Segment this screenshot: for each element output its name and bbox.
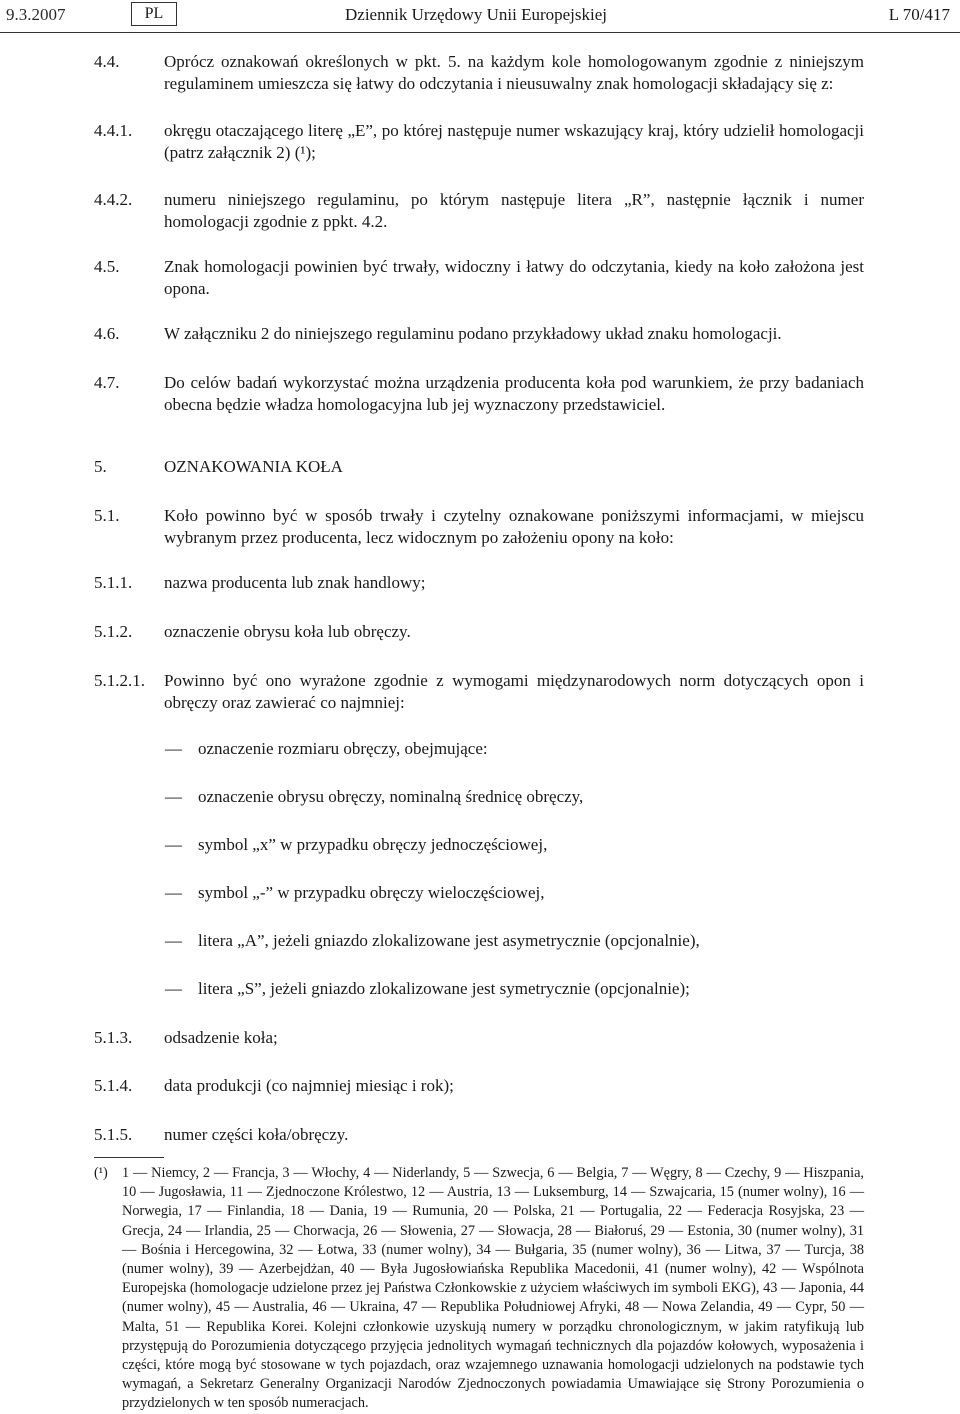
paragraph-text: W załączniku 2 do niniejszego regulaminu podano przykładowy układ znaku homologacji. [164,324,782,343]
paragraph-number: 4.4.2. [94,190,133,209]
section-number: 5. [94,457,107,476]
paragraph-number: 5.1.2.1. [94,671,145,690]
paragraph-text: Oprócz oznakowań określonych w pkt. 5. na każdym kole homologowanym zgodnie z niniejszym regulaminem umieszcza się łatwy do odczytania i nieusuwalny znak homologacji składający się z: [164,52,864,93]
paragraph-number: 4.4. [94,52,120,71]
paragraph-number: 5.1.3. [94,1028,133,1047]
dash-marker: — [165,739,182,758]
journal-title: Dziennik Urzędowy Unii Europejskiej [345,5,608,24]
dash-item-text: oznaczenie obrysu obręczy, nominalną średnicę obręczy, [198,787,584,806]
header-rule [0,32,960,33]
paragraph-number: 4.5. [94,257,120,276]
dash-item-text: litera „S”, jeżeli gniazdo zlokalizowane jest symetrycznie (opcjonalnie); [198,979,690,998]
paragraph-text: Do celów badań wykorzystać można urządzenia producenta koła pod warunkiem, że przy badaniach obecna będzie władza homologacyjna lub jej wyznaczony przedstawiciel. [164,373,864,414]
paragraph-number: 4.6. [94,324,120,343]
paragraph-text: Powinno być ono wyrażone zgodnie z wymogami międzynarodowych norm dotyczących opon i obręczy oraz zawierać co najmniej: [164,671,864,712]
paragraph-number: 4.7. [94,373,120,392]
paragraph-text: data produkcji (co najmniej miesiąc i rok); [164,1076,454,1095]
dash-item-text: symbol „-” w przypadku obręczy wieloczęściowej, [198,883,545,902]
dash-marker: — [165,931,182,950]
paragraph-text: okręgu otaczającego literę „E”, po której następuje numer wskazujący kraj, który udzielił homologacji (patrz załącznik 2) (¹); [164,121,864,162]
page-reference: L 70/417 [888,5,950,24]
paragraph-text: oznaczenie obrysu koła lub obręczy. [164,622,411,641]
paragraph-number: 4.4.1. [94,121,133,140]
paragraph-number: 5.1.2. [94,622,133,641]
dash-item-text: litera „A”, jeżeli gniazdo zlokalizowane jest asymetrycznie (opcjonalnie), [198,931,700,950]
footnote-marker: (¹) [94,1165,108,1181]
paragraph-number: 5.1.1. [94,573,133,592]
paragraph-number: 5.1.4. [94,1076,133,1095]
paragraph-text: numeru niniejszego regulaminu, po którym następuje litera „R”, następnie łącznik i numer homologacji zgodnie z ppkt. 4.2. [164,190,864,231]
dash-marker: — [165,787,182,806]
publication-date: 9.3.2007 [6,5,66,24]
dash-item-text: oznaczenie rozmiaru obręczy, obejmujące: [198,739,488,758]
dash-item-text: symbol „x” w przypadku obręczy jednoczęściowej, [198,835,548,854]
paragraph-text: odsadzenie koła; [164,1028,278,1047]
footnote-separator [94,1157,164,1158]
language-code-box: PL [131,2,177,26]
paragraph-text: numer części koła/obręczy. [164,1125,349,1144]
dash-marker: — [165,883,182,902]
paragraph-number: 5.1. [94,506,120,525]
section-title: OZNAKOWANIA KOŁA [164,457,343,476]
paragraph-text: Koło powinno być w sposób trwały i czytelny oznakowane poniższymi informacjami, w miejscu wybranym przez producenta, lecz widocznym po założeniu opony na koło: [164,506,864,547]
dash-marker: — [165,979,182,998]
footnote-text: 1 — Niemcy, 2 — Francja, 3 — Włochy, 4 — Niderlandy, 5 — Szwecja, 6 — Belgia, 7 — Węgry, 8 — Czechy, 9 — Hiszpania, 10 — Jugosławia, 11 — Zjednoczone Królestwo, 12 — Austria, 13 — Luksemburg, 14 — Szwajcaria, 15 (numer wolny), 16 — Norwegia, 17 — Finlandia, 18 — Dania, 19 — Rumunia, 20 — Polska, 21 — Portugalia, 22 — Federacja Rosyjska, 23 — Grecja, 24 — Irlandia, 25 — Chorwacja, 26 — Słowenia, 27 — Słowacja, 28 — Białoruś, 29 — Estonia, 30 (numer wolny), 31 — Bośnia i Hercegowina, 32 — Łotwa, 33 (numer wolny), 34 — Bułgaria, 35 (numer wolny), 36 — Litwa, 37 — Turcja, 38 (numer wolny), 39 — Azerbejdżan, 40 — Była Jugosłowiańska Republika Macedonii, 41 (numer wolny), 42 — Wspólnota Europejska (homologacje udzielone przez jej Państwa Członkowskie z użyciem właściwych im symboli EKG), 43 — Japonia, 44 (numer wolny), 45 — Australia, 46 — Ukraina, 47 — Republika Południowej Afryki, 48 — Nowa Zelandia, 49 — Cypr, 50 — Malta, 51 — Republika Korei. Kolejni członkowie uzyskują numery w porządku chronologicznym, w jakim ratyfikują lub przystępują do Porozumienia dotyczącego przyjęcia jednolitych wymagań technicznych dla pojazdów kołowych, wyposażenia i części, które mogą być stosowane w tych pojazdach, oraz wzajemnego uznawania homologacji udzielonych na podstawie tych wymagań, a Sekretarz Generalny Organizacji Narodów Zjednoczonych powiadamia Umawiające się Strony Porozumienia o przydzielonych w ten sposób numeracjach. [122,1165,864,1412]
page-header [0,0,960,34]
dash-marker: — [165,835,182,854]
paragraph-text: Znak homologacji powinien być trwały, widoczny i łatwy do odczytania, kiedy na koło założona jest opona. [164,257,864,298]
paragraph-number: 5.1.5. [94,1125,133,1144]
paragraph-text: nazwa producenta lub znak handlowy; [164,573,426,592]
